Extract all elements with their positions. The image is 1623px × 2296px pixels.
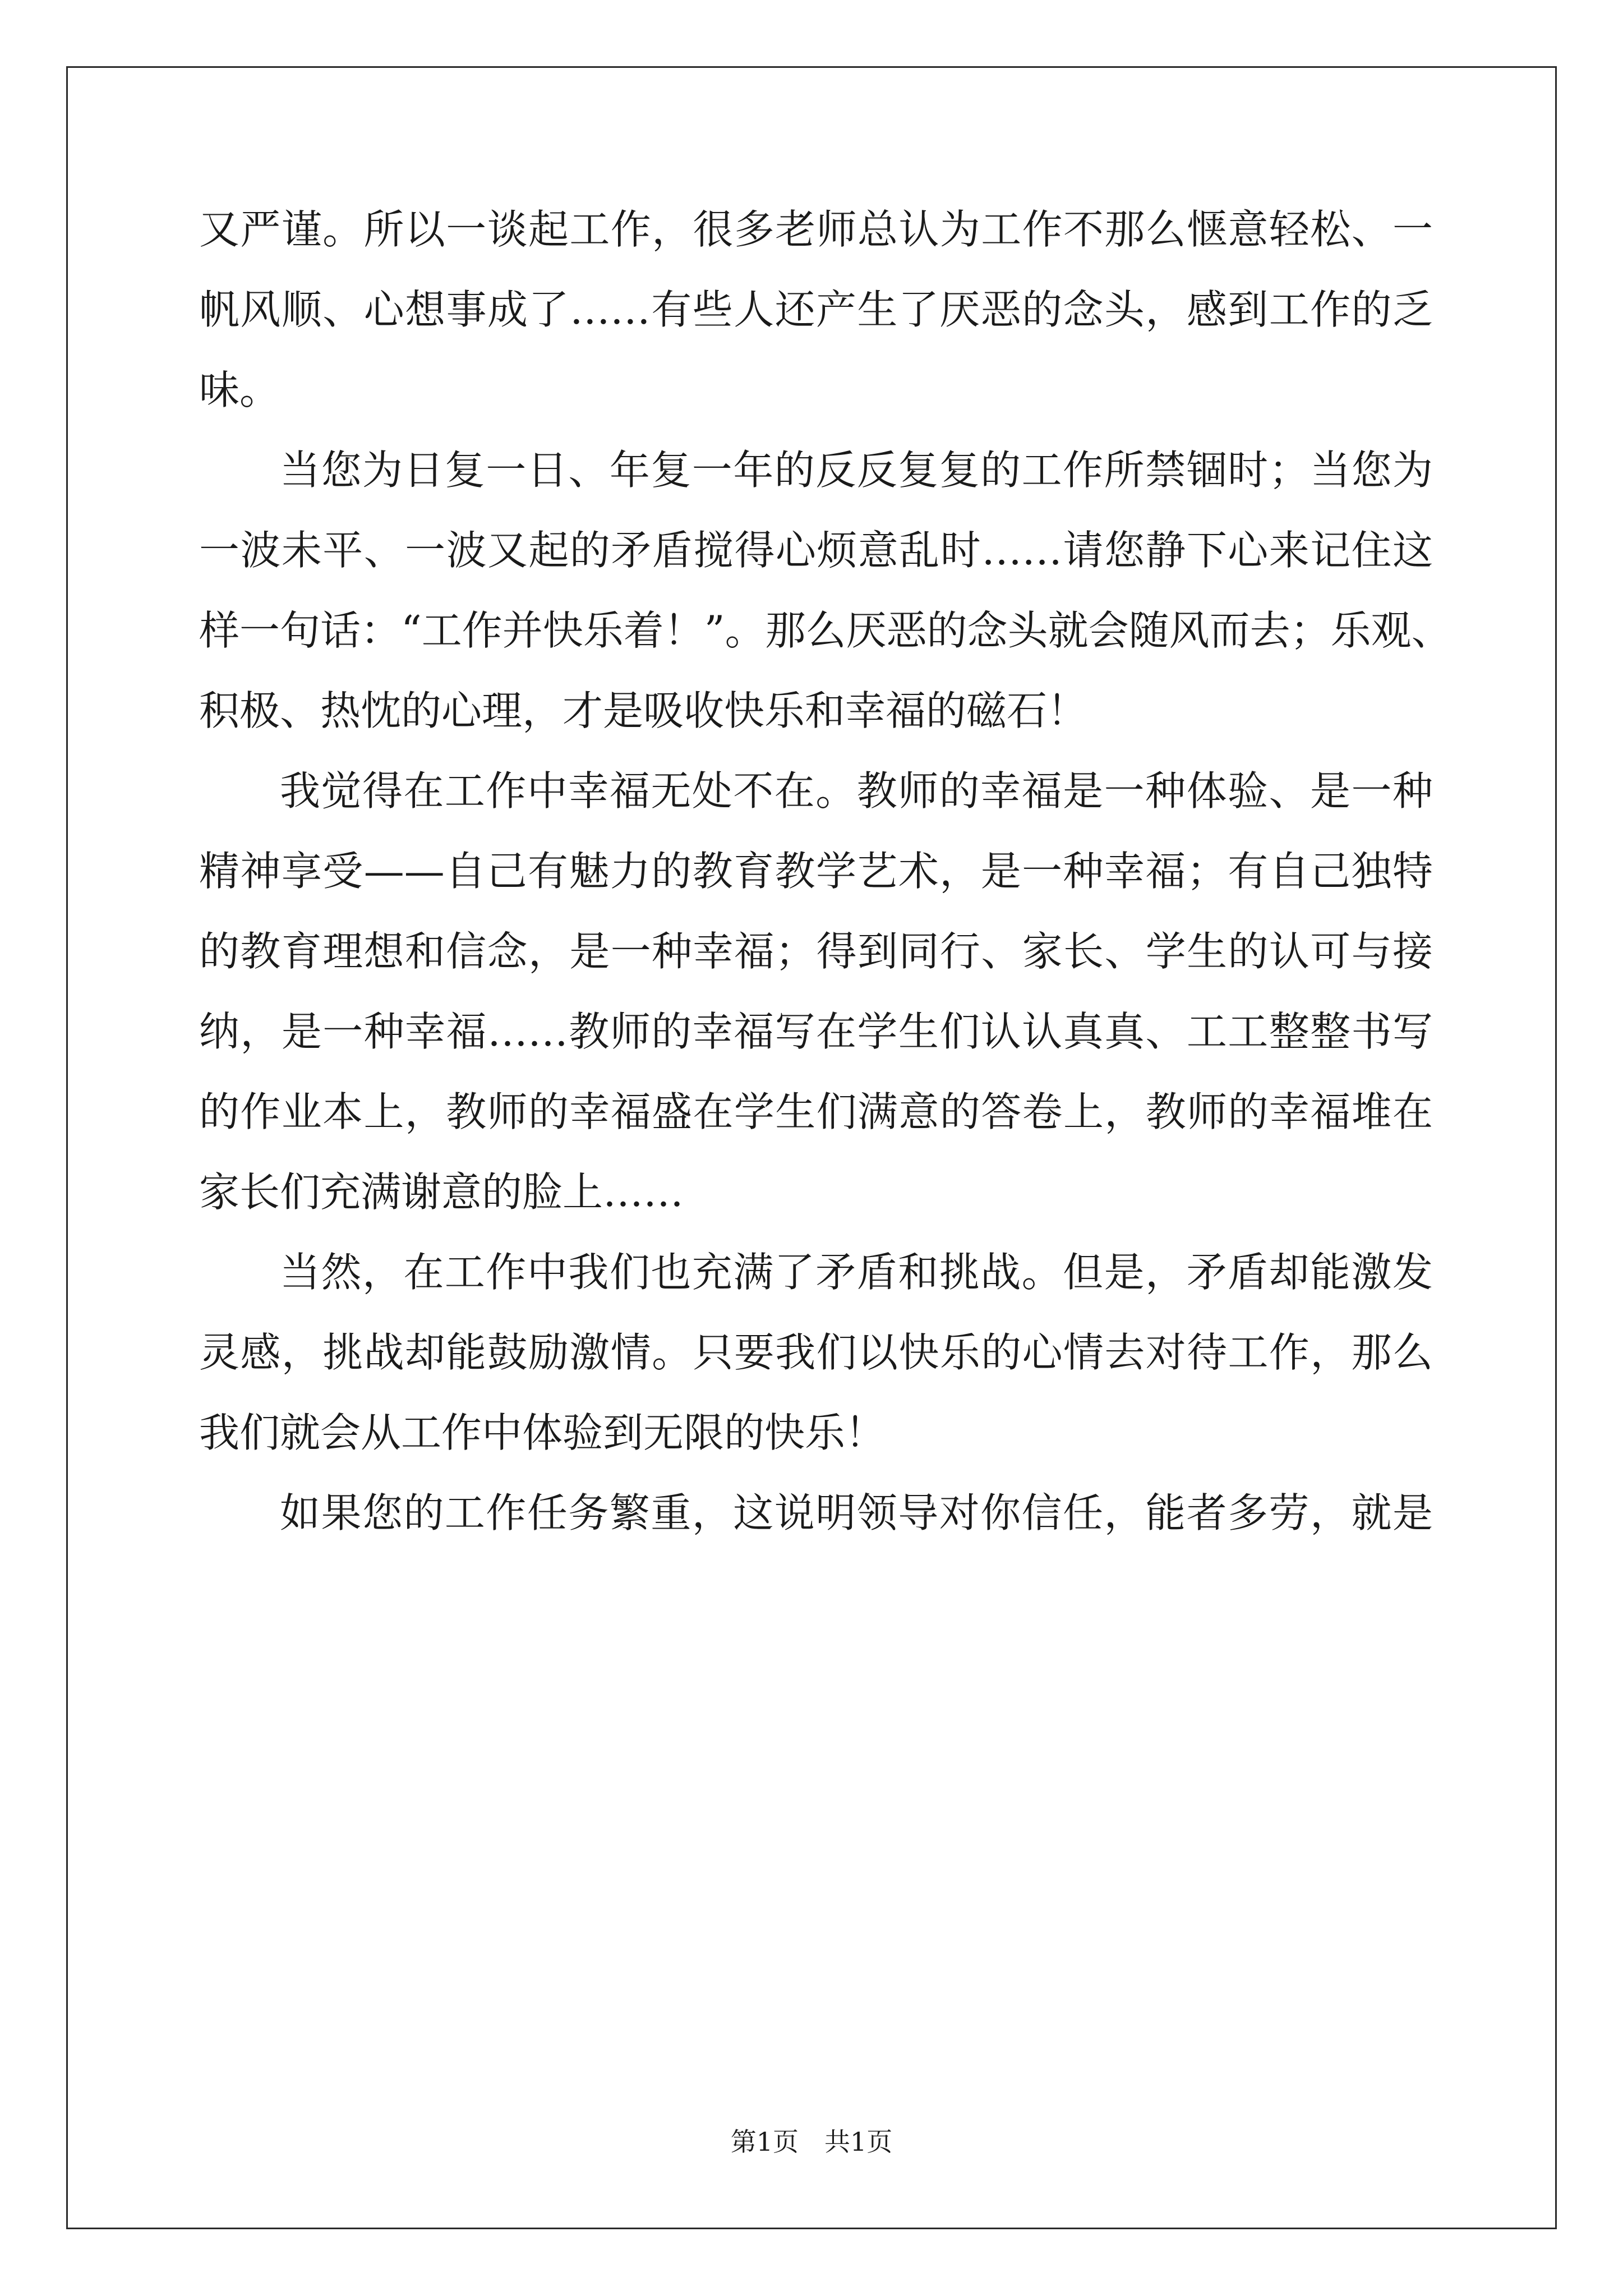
text-line: 味。 [199,366,280,413]
text-line: 样一句话：“工作并快乐着！”。那么厌恶的念头就会随风而去；乐观、 [199,607,1452,654]
paragraph-start-line: 如果您的工作任务繁重，这说明领导对你信任，能者多劳，就是 [280,1489,1433,1536]
text-line: 纳，是一种幸福……教师的幸福写在学生们认认真真、工工整整书写 [199,1008,1433,1055]
paragraph-start-line: 当您为日复一日、年复一年的反反复复的工作所禁锢时；当您为 [280,447,1433,494]
text-line: 又严谨。所以一谈起工作，很多老师总认为工作不那么惬意轻松、一 [199,206,1433,253]
text-line: 灵感，挑战却能鼓励激情。只要我们以快乐的心情去对待工作，那么 [199,1329,1433,1376]
text-line: 精神享受——自己有魅力的教育教学艺术，是一种幸福；有自己独特 [199,848,1433,895]
document-body [199,190,1452,1553]
page-footer [0,2125,1623,2159]
text-line: 的教育理想和信念，是一种幸福；得到同行、家长、学生的认可与接 [199,928,1433,975]
text-line: 的作业本上，教师的幸福盛在学生们满意的答卷上，教师的幸福堆在 [199,1088,1433,1135]
paragraph-start-line: 我觉得在工作中幸福无处不在。教师的幸福是一种体验、是一种 [280,767,1433,815]
page-total: 共1页 [824,2127,893,2157]
paragraph-start-line: 当然，在工作中我们也充满了矛盾和挑战。但是，矛盾却能激发 [280,1249,1433,1296]
text-line: 家长们充满谢意的脸上…… [199,1168,684,1216]
text-line: 一波未平、一波又起的矛盾搅得心烦意乱时……请您静下心来记住这 [199,527,1433,574]
text-line: 帆风顺、心想事成了……有些人还产生了厌恶的念头，感到工作的乏 [199,286,1433,333]
text-line: 我们就会从工作中体验到无限的快乐！ [199,1409,886,1456]
text-line: 积极、热忱的心理，才是吸收快乐和幸福的磁石！ [199,687,1088,734]
page-number: 第1页 [730,2127,799,2157]
